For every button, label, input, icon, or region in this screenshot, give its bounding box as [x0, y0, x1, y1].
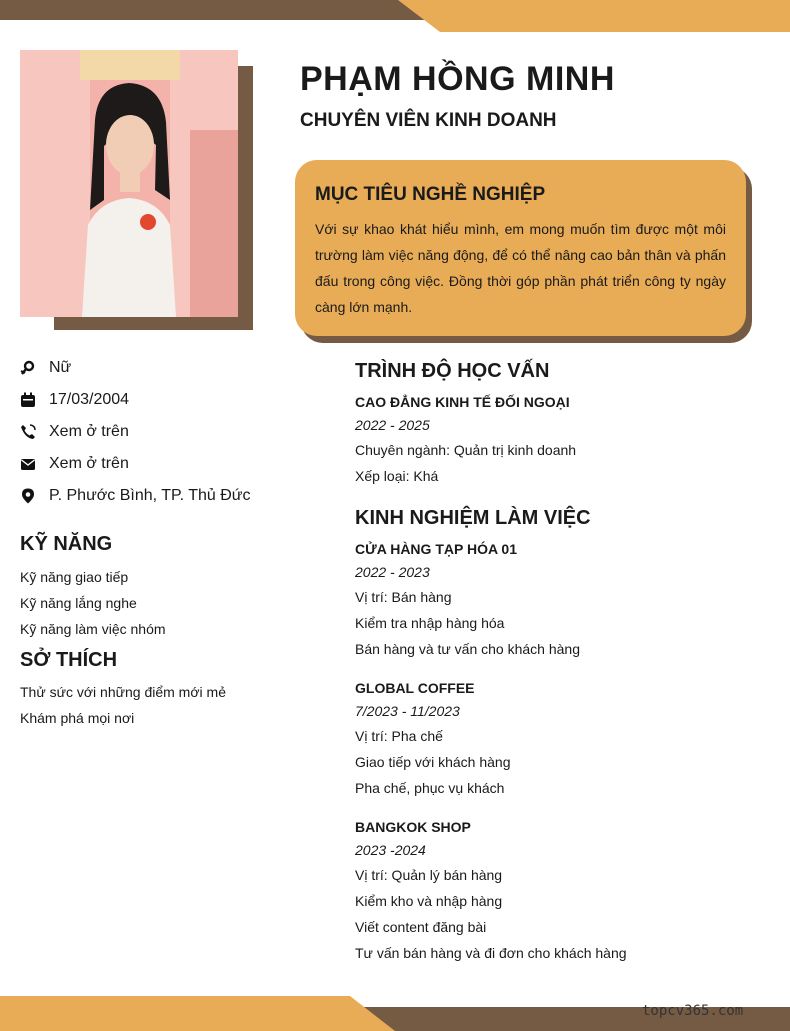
job-detail: Tư vấn bán hàng và đi đơn cho khách hàng	[355, 945, 627, 961]
contact-value: Xem ở trên	[49, 423, 129, 440]
skill-item: Kỹ năng làm việc nhóm	[20, 621, 166, 637]
hobby-item: Thử sức với những điểm mới mẻ	[20, 684, 226, 700]
location-icon	[20, 488, 36, 504]
job-detail: Vị trí: Bán hàng	[355, 589, 452, 605]
contact-email	[20, 455, 129, 473]
calendar-icon	[20, 392, 36, 408]
job-detail: Giao tiếp với khách hàng	[355, 754, 511, 770]
contact-value: P. Phước Bình, TP. Thủ Đức	[49, 487, 251, 504]
objective-text: Với sự khao khát hiểu mình, em mong muốn tìm được một môi trường làm việc năng động, để có thể nâng cao bản thân và phấn đấu trong công việc. Đồng thời góp phần phát triển công ty ngày càng lớn mạnh.	[315, 221, 726, 315]
contact-address	[20, 487, 251, 505]
education-detail: Xếp loại: Khá	[355, 468, 439, 484]
skill-item: Kỹ năng lắng nghe	[20, 595, 137, 611]
job-detail: Bán hàng và tư vấn cho khách hàng	[355, 641, 580, 657]
job-detail: Kiểm kho và nhập hàng	[355, 893, 503, 909]
contact-phone	[20, 423, 129, 441]
hobby-item: Khám phá mọi nơi	[20, 710, 135, 726]
job-period: 2023 -2024	[355, 842, 426, 858]
contact-value: Xem ở trên	[49, 455, 129, 472]
job-period: 7/2023 - 11/2023	[355, 703, 460, 719]
phone-icon	[20, 424, 36, 440]
profile-photo-frame	[20, 50, 253, 330]
education-heading: TRÌNH ĐỘ HỌC VẤN	[355, 360, 550, 382]
job-org: BANGKOK SHOP	[355, 819, 471, 835]
job-detail: Vị trí: Pha chế	[355, 728, 443, 744]
job-title: CHUYÊN VIÊN KINH DOANH	[300, 110, 557, 131]
gender-icon	[20, 360, 36, 376]
job-detail: Pha chế, phục vụ khách	[355, 780, 505, 796]
skill-item: Kỹ năng giao tiếp	[20, 569, 129, 585]
school-name: CAO ĐẲNG KINH TẾ ĐỐI NGOẠI	[355, 394, 570, 410]
experience-heading: KINH NGHIỆM LÀM VIỆC	[355, 507, 591, 529]
job-org: CỬA HÀNG TẠP HÓA 01	[355, 541, 518, 557]
career-objective-card	[295, 160, 746, 336]
education-detail: Chuyên ngành: Quản trị kinh doanh	[355, 442, 577, 458]
candidate-name: PHẠM HỒNG MINH	[300, 60, 615, 98]
education-period: 2022 - 2025	[355, 417, 430, 433]
job-period: 2022 - 2023	[355, 564, 430, 580]
contact-birthday	[20, 391, 129, 409]
profile-photo	[20, 50, 238, 317]
job-detail: Viết content đăng bài	[355, 919, 487, 935]
watermark: topcv365.com	[642, 1003, 744, 1019]
top-decor-band	[0, 0, 790, 32]
job-org: GLOBAL COFFEE	[355, 680, 475, 696]
job-detail: Vị trí: Quản lý bán hàng	[355, 867, 503, 883]
contact-value: 17/03/2004	[49, 391, 130, 408]
hobbies-heading: SỞ THÍCH	[20, 649, 118, 671]
email-icon	[20, 456, 36, 472]
contact-value: Nữ	[49, 359, 72, 376]
objective-heading: MỤC TIÊU NGHỀ NGHIỆP	[315, 184, 546, 205]
contact-gender	[20, 359, 71, 377]
job-detail: Kiểm tra nhập hàng hóa	[355, 615, 505, 631]
skills-heading: KỸ NĂNG	[20, 533, 113, 555]
